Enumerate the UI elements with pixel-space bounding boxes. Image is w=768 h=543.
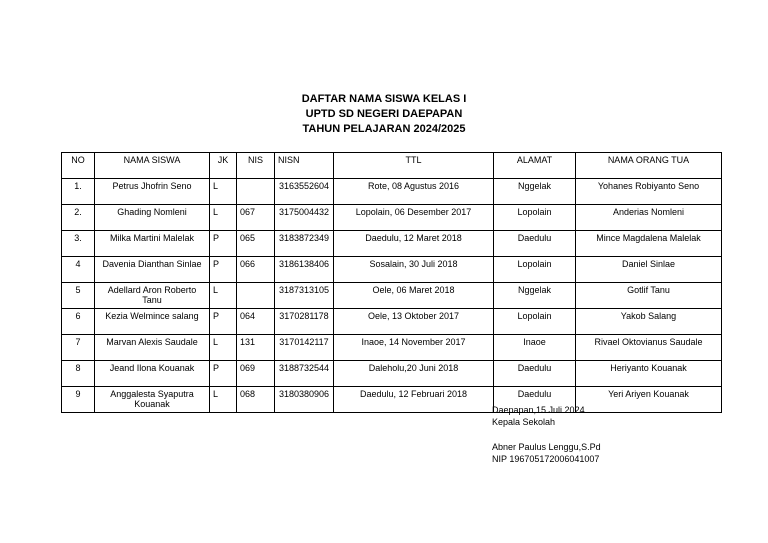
table-row (62, 309, 722, 335)
cell-nama: Petrus Jhofrin Seno (95, 179, 210, 205)
cell-no: 7 (62, 335, 95, 361)
cell-no: 6 (62, 309, 95, 335)
cell-nama: Kezia Welmince salang (95, 309, 210, 335)
cell-alamat: Daedulu (494, 387, 576, 413)
cell-nisn: 3170142117 (275, 335, 334, 361)
cell-no: 3. (62, 231, 95, 257)
cell-ortu: Anderias Nomleni (576, 205, 722, 231)
cell-jk: P (210, 309, 237, 335)
cell-ortu: Daniel Sinlae (576, 257, 722, 283)
cell-nama: Milka Martini Malelak (95, 231, 210, 257)
table-row (62, 257, 722, 283)
cell-nis: 068 (237, 387, 275, 413)
cell-no: 4 (62, 257, 95, 283)
cell-ttl: Inaoe, 14 November 2017 (334, 335, 494, 361)
cell-nama: Anggalesta Syaputra Kouanak (95, 387, 210, 413)
cell-nama: Adellard Aron Roberto Tanu (95, 283, 210, 309)
cell-alamat: Daedulu (494, 231, 576, 257)
cell-nama: Jeand Ilona Kouanak (95, 361, 210, 387)
cell-jk: P (210, 257, 237, 283)
cell-no: 9 (62, 387, 95, 413)
signature-place-date: Daepapan,15 Juli 2024 (492, 405, 585, 415)
signature-role: Kepala Sekolah (492, 417, 556, 427)
cell-ttl: Oele, 13 Oktober 2017 (334, 309, 494, 335)
cell-nis: 069 (237, 361, 275, 387)
cell-ttl: Rote, 08 Agustus 2016 (334, 179, 494, 205)
cell-nisn: 3175004432 (275, 205, 334, 231)
cell-ttl: Lopolain, 06 Desember 2017 (334, 205, 494, 231)
cell-alamat: Lopolain (494, 257, 576, 283)
cell-ortu: Heriyanto Kouanak (576, 361, 722, 387)
table-row (62, 335, 722, 361)
cell-nisn: 3183872349 (275, 231, 334, 257)
cell-nis (237, 283, 275, 309)
cell-ttl: Daedulu, 12 Maret 2018 (334, 231, 494, 257)
cell-jk: L (210, 205, 237, 231)
student-table (61, 152, 722, 413)
signature-nip: NIP 196705172006041007 (492, 454, 600, 464)
cell-alamat: Lopolain (494, 205, 576, 231)
cell-nisn: 3188732544 (275, 361, 334, 387)
cell-ttl: Sosalain, 30 Juli 2018 (334, 257, 494, 283)
table-row (62, 283, 722, 309)
col-header-alamat: ALAMAT (494, 153, 576, 179)
table-row (62, 179, 722, 205)
table-row (62, 387, 722, 413)
cell-nisn: 3187313105 (275, 283, 334, 309)
col-header-ortu: NAMA ORANG TUA (576, 153, 722, 179)
cell-nis: 066 (237, 257, 275, 283)
col-header-jk: JK (210, 153, 237, 179)
doc-title-line-1: DAFTAR NAMA SISWA KELAS I (301, 93, 467, 105)
cell-ortu: Rivael Oktovianus Saudale (576, 335, 722, 361)
cell-ortu: Yakob Salang (576, 309, 722, 335)
col-header-nama: NAMA SISWA (95, 153, 210, 179)
cell-jk: P (210, 231, 237, 257)
cell-ttl: Daedulu, 12 Februari 2018 (334, 387, 494, 413)
table-row (62, 205, 722, 231)
cell-nis: 064 (237, 309, 275, 335)
cell-nis: 131 (237, 335, 275, 361)
table-row (62, 231, 722, 257)
cell-no: 1. (62, 179, 95, 205)
cell-ttl: Daleholu,20 Juni 2018 (334, 361, 494, 387)
cell-nama: Davenia Dianthan Sinlae (95, 257, 210, 283)
table-header-row (62, 153, 722, 179)
col-header-ttl: TTL (334, 153, 494, 179)
cell-nis: 067 (237, 205, 275, 231)
cell-nisn: 3170281178 (275, 309, 334, 335)
cell-nis (237, 179, 275, 205)
cell-ortu: Yeri Ariyen Kouanak (576, 387, 722, 413)
cell-jk: L (210, 387, 237, 413)
cell-nisn: 3163552604 (275, 179, 334, 205)
cell-nama: Marvan Alexis Saudale (95, 335, 210, 361)
cell-jk: P (210, 361, 237, 387)
cell-ortu: Yohanes Robiyanto Seno (576, 179, 722, 205)
cell-no: 5 (62, 283, 95, 309)
col-header-nis: NIS (237, 153, 275, 179)
cell-no: 2. (62, 205, 95, 231)
cell-nis: 065 (237, 231, 275, 257)
col-header-nisn: NISN (275, 153, 334, 179)
cell-nisn: 3180380906 (275, 387, 334, 413)
cell-alamat: Daedulu (494, 361, 576, 387)
signature-name: Abner Paulus Lenggu,S.Pd (492, 442, 601, 452)
cell-ttl: Oele, 06 Maret 2018 (334, 283, 494, 309)
table-row (62, 361, 722, 387)
cell-nama: Ghading Nomleni (95, 205, 210, 231)
doc-title-line-2: UPTD SD NEGERI DAEPAPAN (305, 108, 463, 120)
doc-title-line-3: TAHUN PELAJARAN 2024/2025 (302, 123, 466, 135)
cell-ortu: Mince Magdalena Malelak (576, 231, 722, 257)
cell-alamat: Nggelak (494, 283, 576, 309)
col-header-no: NO (62, 153, 95, 179)
cell-alamat: Lopolain (494, 309, 576, 335)
cell-ortu: Gotlif Tanu (576, 283, 722, 309)
cell-jk: L (210, 283, 237, 309)
cell-jk: L (210, 179, 237, 205)
cell-no: 8 (62, 361, 95, 387)
cell-alamat: Inaoe (494, 335, 576, 361)
cell-jk: L (210, 335, 237, 361)
cell-nisn: 3186138406 (275, 257, 334, 283)
cell-alamat: Nggelak (494, 179, 576, 205)
